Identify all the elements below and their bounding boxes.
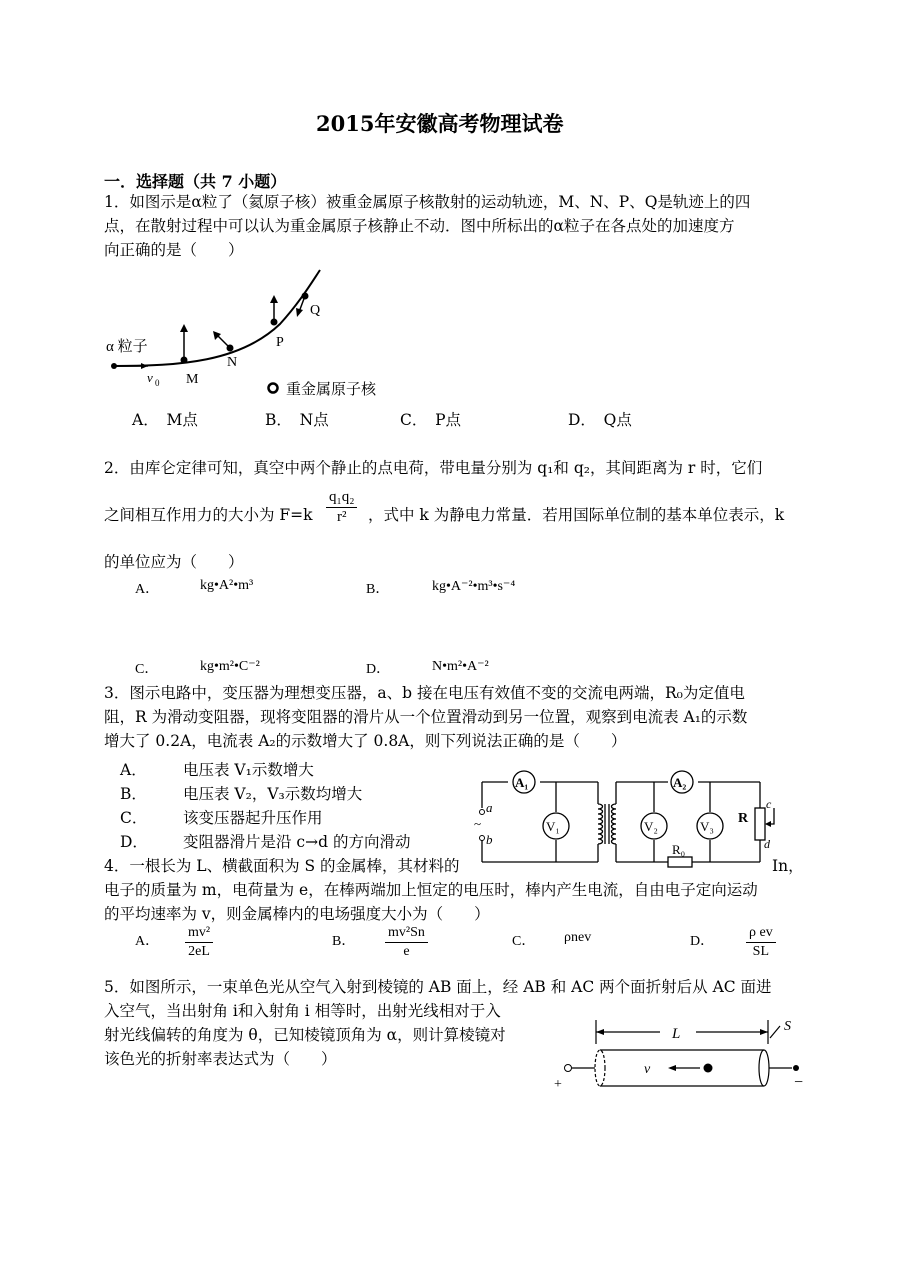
voltmeter-v2-label: V₂ (644, 819, 658, 834)
q2-option-c-value: kg•m²•C⁻² (200, 659, 260, 674)
q1-trajectory-figure (100, 262, 400, 408)
section-heading: 一．选择题（共 7 小题） (104, 172, 287, 191)
q2-option-b-label: B． (366, 582, 390, 597)
page-title: 2015年安徽高考物理试卷 (316, 111, 564, 136)
slider-c-label: c (766, 797, 772, 811)
q1-line-1: 1．如图示是α粒了（氦原子核）被重金属原子核散射的运动轨迹，M、N、P、Q是轨迹上的四 (104, 193, 751, 211)
q5-line-1: 5．如图所示，一束单色光从空气入射到棱镜的 AB 面上，经 AB 和 AC 两个面折射后从 AC 面进 (104, 978, 772, 996)
q3-option-b-text: 电压表 V₂，V₃示数均增大 (183, 785, 363, 803)
negative-terminal-label: − (794, 1074, 804, 1091)
slider-d-label: d (764, 837, 770, 851)
svg-text:0: 0 (155, 378, 160, 388)
q1-line-2: 点，在散射过程中可以认为重金属原子核静止不动．图中所标出的α粒子在各点处的加速度方 (104, 217, 735, 235)
ammeter-a1-label: A₁ (515, 775, 529, 790)
q4-metal-rod-figure (548, 1014, 808, 1094)
alpha-particle-dot (111, 363, 117, 369)
q3-option-a-label: A． (120, 761, 147, 779)
q3-option-b-label: B． (120, 785, 147, 803)
q2-option-a-label: A． (135, 582, 160, 597)
rheostat-r-label: R (738, 811, 749, 826)
label-n: N (227, 355, 238, 370)
q1-line-3: 向正确的是（ ） (104, 241, 244, 259)
rod-area-label: S (784, 1019, 791, 1034)
q3-option-a-text: 电压表 V₁示数增大 (183, 761, 314, 779)
v0-label: v (147, 370, 153, 385)
ac-source-label: ~ (474, 816, 482, 831)
q4-option-b-fraction: $\frac{\text{mv²Sn}}{e}$ (385, 925, 428, 960)
q4-line-1-tail: In， (772, 857, 804, 875)
q4-option-a-label: A． (135, 934, 160, 949)
q4-option-d-fraction: $\frac{\text{ρ ev}}{SL}$ (746, 925, 776, 960)
q2-line-1: 2．由库仑定律可知，真空中两个静止的点电荷，带电量分别为 q₁和 q₂，其间距离为 r 时，它们 (104, 459, 763, 477)
positive-terminal-label: + (554, 1077, 562, 1092)
label-q: Q (310, 303, 321, 318)
q4-option-c-value: ρnev (564, 930, 592, 945)
terminal-b-label: b (486, 832, 493, 847)
coulomb-fraction: $\frac{\text{q₁q₂}}{\text{r²}}$ (326, 489, 357, 526)
q2-line-2-pre: 之间相互作用力的大小为 F=k (104, 506, 313, 524)
q2-option-a-value: kg•A²•m³ (200, 578, 254, 593)
q2-option-d-value: N•m²•A⁻² (432, 659, 489, 674)
q2-option-d-label: D． (366, 662, 391, 677)
q4-option-c-label: C． (512, 934, 536, 949)
q4-option-b-label: B． (332, 934, 356, 949)
q4-line-3: 的平均速率为 v，则金属棒内的电场强度大小为（ ） (104, 905, 490, 923)
q5-line-3: 射光线偏转的角度为 θ，已知棱镜顶角为 α，则计算棱镜对 (104, 1026, 506, 1044)
q3-circuit-figure (470, 764, 790, 874)
resistor-r0-label: R₀ (672, 842, 686, 857)
q1-option-c: C． P点 (400, 411, 462, 429)
q3-line-2: 阻，R 为滑动变阻器，现将变阻器的滑片从一个位置滑动到另一位置，观察到电流表 A₁的示数 (104, 708, 748, 726)
terminal-a-label: a (486, 800, 493, 815)
q1-option-b: B． N点 (265, 411, 329, 429)
q5-line-4: 该色光的折射率表达式为（ ） (104, 1050, 337, 1068)
voltmeter-v3-label: V₃ (700, 819, 714, 834)
nucleus-label: 重金属原子核 (286, 380, 377, 398)
voltmeter-v1-label: V₁ (546, 819, 560, 834)
q1-option-d: D． Q点 (568, 411, 632, 429)
q3-option-d-label: D． (120, 833, 148, 851)
q5-line-2: 入空气，当出射角 i和入射角 i 相等时，出射光线相对于入 (104, 1002, 501, 1020)
q2-option-c-label: C． (135, 662, 159, 677)
nucleus-icon (269, 384, 278, 393)
electron-dot (704, 1064, 713, 1073)
q4-line-1: 4．一根长为 L、横截面积为 S 的金属棒，其材料的 (104, 857, 460, 875)
q4-option-a-fraction: $\frac{\text{mv²}}{2eL}$ (185, 925, 213, 960)
q3-option-c-label: C． (120, 809, 148, 827)
q2-line-3: 的单位应为（ ） (104, 553, 244, 571)
q3-line-3: 增大了 0.2A，电流表 A₂的示数增大了 0.8A，则下列说法正确的是（ ） (104, 732, 627, 750)
q3-option-c-text: 该变压器起升压作用 (183, 809, 323, 827)
label-m: M (186, 372, 199, 387)
q4-option-d-label: D． (690, 934, 715, 949)
q3-option-d-text: 变阻器滑片是沿 c→d 的方向滑动 (183, 833, 411, 851)
q3-line-1: 3．图示电路中，变压器为理想变压器，a、b 接在电压有效值不变的交流电两端，R₀为定值电 (104, 684, 745, 702)
q2-option-b-value: kg•A⁻²•m³•s⁻⁴ (432, 579, 516, 594)
ammeter-a2-label: A₂ (673, 775, 687, 790)
electron-velocity-label: v (644, 1062, 651, 1077)
label-p: P (276, 335, 284, 350)
q2-line-2-post: ，式中 k 为静电力常量．若用国际单位制的基本单位表示，k (368, 506, 785, 524)
q1-option-a: A． M点 (132, 411, 198, 429)
q4-line-2: 电子的质量为 m，电荷量为 e，在棒两端加上恒定的电压时，棒内产生电流，自由电子定向运动 (104, 881, 758, 899)
rod-length-label: L (672, 1026, 681, 1042)
alpha-label: α 粒子 (106, 339, 148, 355)
